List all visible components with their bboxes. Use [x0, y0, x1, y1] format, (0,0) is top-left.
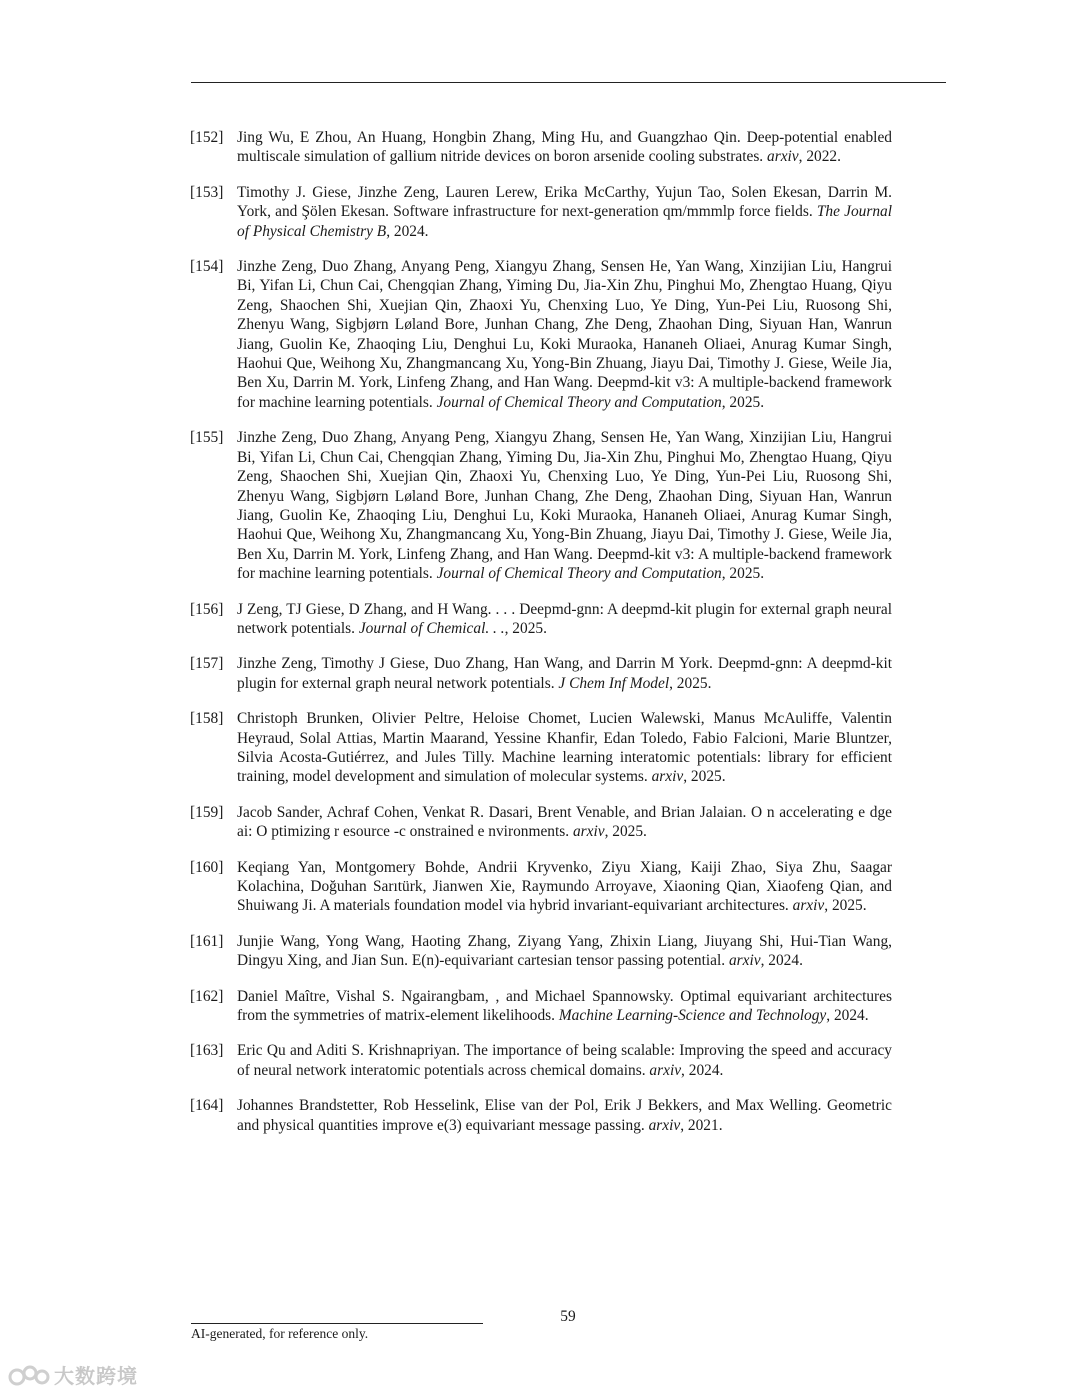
reference-text	[237, 709, 892, 787]
reference-body: Johannes Brandstetter, Rob Hesselink, Elise van der Pol, Erik J Bekkers, and Max Welling. Geometric and physical quantities improve e(3) equivariant message passing.	[237, 1097, 892, 1134]
header-rule	[191, 82, 946, 83]
reference-text	[237, 183, 892, 241]
watermark	[8, 1360, 138, 1389]
reference-year: , 2025.	[604, 823, 647, 841]
reference-text	[237, 128, 892, 167]
reference-year: , 2025.	[683, 768, 726, 786]
reference-body: Keqiang Yan, Montgomery Bohde, Andrii Kryvenko, Ziyu Xiang, Kaiji Zhao, Siya Zhu, Saagar Kolachina, Doğuhan Sarıtürk, Jianwen Xie, Raymundo Arroyave, Xiaoning Qian, Xiaofeng Qian, and Shuiwang Ji. A materials foundation model via hybrid invariant-equivariant architectures.	[237, 858, 892, 915]
reference-year: , 2024.	[681, 1061, 724, 1079]
reference-year: , 2025.	[721, 393, 765, 411]
reference-number: [160]	[190, 858, 224, 876]
reference-body: Jinzhe Zeng, Duo Zhang, Anyang Peng, Xiangyu Zhang, Sensen He, Yan Wang, Xinzijian Liu, Hangrui Bi, Yifan Li, Chun Cai, Chengqian Zhang, Yiming Du, Jia-Xin Zhu, Pinghui Mo, Zhengtao Huang, Qiyu Zeng, Shaochen Shi, Xuejian Qin, Zhaoxi Yu, Chenxing Luo, Ye Ding, Yun-Pei Liu, Ruosong Shi, Zhenyu Wang, Sigbjørn Løland Bore, Junhan Chang, Zhe Deng, Zhaohan Ding, Siyuan Han, Wanrun Jiang, Guolin Ke, Zhaoqing Liu, Denghui Lu, Koki Muraoka, Hananeh Oliaei, Anurag Kumar Singh, Haohui Que, Weihong Xu, Zhangmancang Xu, Yong-Bin Zhuang, Jiayu Dai, Timothy J. Giese, Weile Jia, Ben Xu, Darrin M. York, Linfeng Zhang, and Han Wang. Deepmd-kit v3: A multiple-backend framework for machine learning potentials.	[237, 429, 892, 583]
reference-body: Daniel Maître, Vishal S. Ngairangbam, , and Michael Spannowsky. Optimal equivariant architectures from the symmetries of matrix-element likelihoods.	[237, 987, 892, 1025]
watermark-logo-icon	[8, 1361, 50, 1389]
reference-text	[237, 803, 892, 842]
reference-number: [161]	[190, 932, 224, 950]
reference-item	[190, 654, 892, 693]
reference-item	[190, 932, 892, 971]
reference-item	[190, 257, 892, 412]
reference-body: Timothy J. Giese, Jinzhe Zeng, Lauren Lerew, Erika McCarthy, Yujun Tao, Solen Ekesan, Darrin M. York, and Şölen Ekesan. Software infrastructure for next-generation qm/mmmlp force fields.	[237, 183, 892, 221]
reference-body: Eric Qu and Aditi S. Krishnapriyan. The importance of being scalable: Improving the speed and accuracy of neural network interatomic potentials across chemical domains.	[237, 1042, 892, 1079]
reference-item	[190, 600, 892, 639]
reference-year: , 2025.	[669, 674, 712, 692]
reference-body: Junjie Wang, Yong Wang, Haoting Zhang, Ziyang Yang, Zhixin Liang, Jiuyang Shi, Hui-Tian Wang, Dingyu Xing, and Jian Sun. E(n)-equivariant cartesian tensor passing potential.	[237, 932, 892, 970]
reference-venue: arxiv	[767, 148, 799, 166]
reference-body: Jinzhe Zeng, Timothy J Giese, Duo Zhang, Han Wang, and Darrin M York. Deepmd-gnn: A deepmd-kit plugin for external graph neural network potentials.	[237, 655, 892, 692]
reference-venue: Machine Learning-Science and Technology	[558, 1007, 827, 1025]
reference-year: , 2024.	[760, 952, 803, 970]
watermark-text: 大数跨境	[54, 1364, 138, 1388]
reference-venue: Journal of Chemical Theory and Computation	[436, 393, 722, 411]
reference-number: [156]	[190, 600, 224, 618]
reference-text	[237, 932, 892, 971]
reference-year: , 2022.	[798, 148, 841, 166]
reference-venue: Journal of Chemical Theory and Computation	[436, 565, 722, 583]
reference-body: Christoph Brunken, Olivier Peltre, Heloise Chomet, Lucien Walewski, Manus McAuliffe, Valentin Heyraud, Solal Attias, Martin Maarand, Yessine Khanfir, Edan Toledo, Fabio Falcioni, Marie Bluntzer, Silvia Acosta-Gutiérrez, and Jules Tilly. Machine learning interatomic potentials: library for efficient training, model development and simulation of molecular systems.	[237, 710, 892, 786]
reference-number: [155]	[190, 429, 224, 447]
page-number: 59	[560, 1308, 576, 1325]
reference-venue: arxiv	[572, 823, 605, 841]
reference-item	[190, 1096, 892, 1135]
reference-item	[190, 803, 892, 842]
reference-item	[190, 987, 892, 1026]
reference-number: [158]	[190, 710, 224, 728]
reference-venue: The Journal of Physical Chemistry B	[237, 203, 892, 240]
reference-number: [154]	[190, 258, 224, 276]
reference-text	[237, 858, 892, 916]
reference-year: , 2025.	[721, 565, 765, 583]
reference-body: J Zeng, TJ Giese, D Zhang, and H Wang. . . . Deepmd-gnn: A deepmd-kit plugin for external graph neural network potentials.	[237, 600, 892, 637]
reference-item	[190, 183, 892, 241]
reference-year: , 2024.	[386, 222, 429, 240]
reference-number: [164]	[190, 1097, 224, 1115]
reference-venue: arxiv	[651, 768, 684, 786]
reference-venue: arxiv	[648, 1116, 681, 1134]
reference-venue: J Chem Inf Model	[558, 674, 670, 692]
reference-text	[237, 1096, 892, 1135]
reference-venue: arxiv	[792, 897, 825, 915]
reference-number: [153]	[190, 183, 224, 201]
reference-item	[190, 1041, 892, 1080]
reference-list	[190, 128, 892, 1151]
reference-text	[237, 428, 892, 583]
footnote-rule	[191, 1323, 483, 1324]
reference-item	[190, 428, 892, 583]
reference-text	[237, 1041, 892, 1080]
reference-item	[190, 128, 892, 167]
footnote: AI-generated, for reference only.	[191, 1326, 369, 1341]
reference-number: [152]	[190, 129, 224, 146]
reference-text	[237, 600, 892, 639]
reference-year: , 2025.	[504, 619, 547, 637]
reference-venue: arxiv	[728, 952, 761, 970]
reference-text	[237, 654, 892, 693]
reference-item	[190, 858, 892, 916]
reference-body: Jacob Sander, Achraf Cohen, Venkat R. Dasari, Brent Venable, and Brian Jalaian. O n accelerating e dge ai: O ptimizing r esource -c onstrained e nvironments.	[237, 803, 892, 841]
reference-number: [159]	[190, 803, 224, 821]
reference-text	[237, 257, 892, 412]
reference-text	[237, 987, 892, 1026]
reference-venue: Journal of Chemical. . .	[358, 619, 505, 637]
reference-venue: arxiv	[649, 1061, 682, 1079]
reference-year: , 2025.	[824, 897, 867, 915]
reference-year: , 2021.	[680, 1116, 723, 1134]
reference-year: , 2024.	[826, 1007, 869, 1025]
reference-item	[190, 709, 892, 787]
reference-number: [163]	[190, 1042, 224, 1060]
reference-number: [162]	[190, 987, 224, 1005]
reference-body: Jing Wu, E Zhou, An Huang, Hongbin Zhang, Ming Hu, and Guangzhao Qin. Deep-potential enabled multiscale simulation of gallium nitride devices on boron arsenide cooling substrates.	[237, 129, 892, 166]
reference-number: [157]	[190, 655, 224, 673]
reference-body: Jinzhe Zeng, Duo Zhang, Anyang Peng, Xiangyu Zhang, Sensen He, Yan Wang, Xinzijian Liu, Hangrui Bi, Yifan Li, Chun Cai, Chengqian Zhang, Yiming Du, Jia-Xin Zhu, Pinghui Mo, Zhengtao Huang, Qiyu Zeng, Shaochen Shi, Xuejian Qin, Zhaoxi Yu, Chenxing Luo, Ye Ding, Yun-Pei Liu, Ruosong Shi, Zhenyu Wang, Sigbjørn Løland Bore, Junhan Chang, Zhe Deng, Zhaohan Ding, Siyuan Han, Wanrun Jiang, Guolin Ke, Zhaoqing Liu, Denghui Lu, Koki Muraoka, Hananeh Oliaei, Anurag Kumar Singh, Haohui Que, Weihong Xu, Zhangmancang Xu, Yong-Bin Zhuang, Jiayu Dai, Timothy J. Giese, Weile Jia, Ben Xu, Darrin M. York, Linfeng Zhang, and Han Wang. Deepmd-kit v3: A multiple-backend framework for machine learning potentials.	[237, 258, 892, 411]
